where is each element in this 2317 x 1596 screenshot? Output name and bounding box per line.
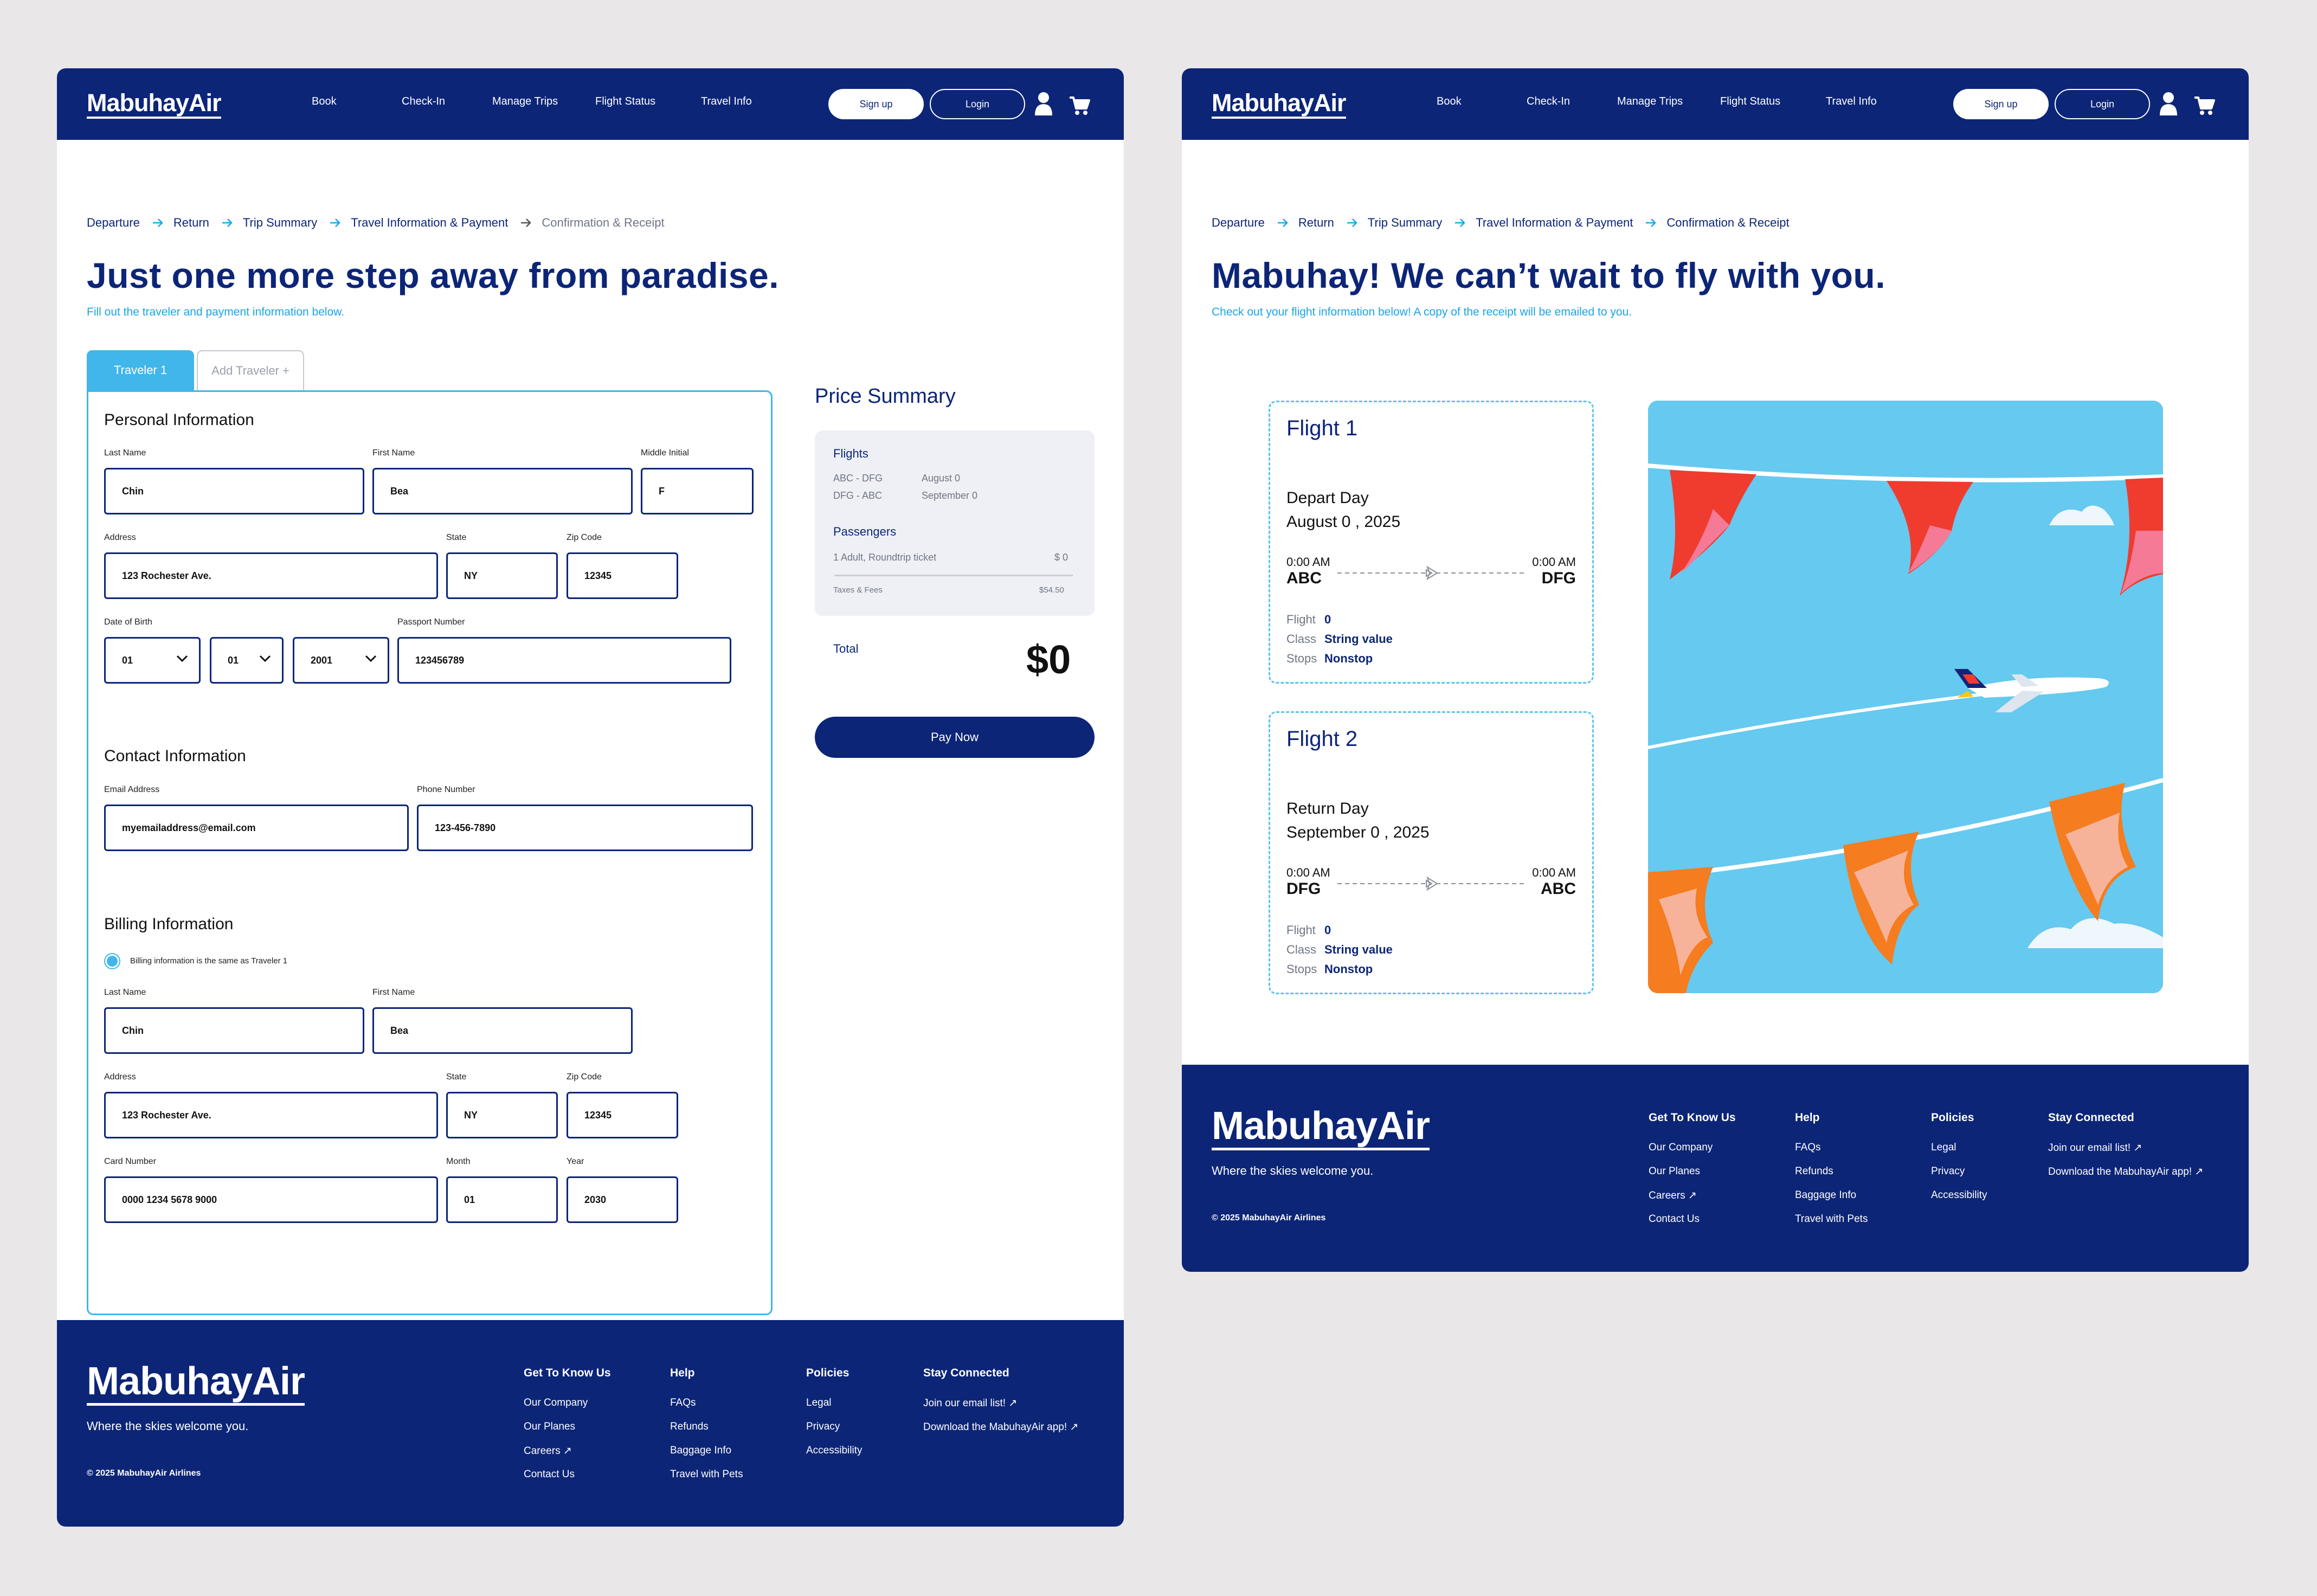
footer-copyright: © 2025 MabuhayAir Airlines	[87, 1469, 201, 1478]
billing-first-name-label: First Name	[372, 988, 415, 997]
footer-col-heading: Get To Know Us	[1649, 1111, 1736, 1124]
plane-icon	[1337, 565, 1526, 581]
footer-link-privacy[interactable]: Privacy	[806, 1421, 840, 1432]
summary-divider	[834, 575, 1073, 576]
class-value: String value	[1324, 632, 1393, 646]
footer-link-pets[interactable]: Travel with Pets	[1795, 1213, 1868, 1225]
bunting-plane-illustration	[1648, 401, 2163, 993]
footer-link-careers[interactable]: Careers ↗	[1649, 1190, 1697, 1201]
state-label: State	[446, 533, 467, 542]
flight-key: Flight	[1286, 923, 1316, 937]
class-key: Class	[1286, 943, 1317, 956]
flight-date: September 0 , 2025	[1286, 823, 1430, 841]
footer-link-legal[interactable]: Legal	[806, 1397, 832, 1408]
route-2: DFG - ABC	[833, 490, 883, 501]
page-title: Mabuhay! We can’t wait to fly with you.	[1212, 255, 1886, 295]
breadcrumb-travel-info-payment[interactable]: Travel Information & Payment	[351, 216, 509, 229]
dob-month-select[interactable]: 01	[104, 637, 201, 684]
arrow-right-icon	[329, 217, 341, 229]
cart-icon[interactable]	[2193, 95, 2215, 116]
dep-time: 0:00 AM	[1286, 555, 1330, 569]
footer-logo[interactable]: MabuhayAir	[1212, 1104, 1430, 1148]
arrow-right-icon	[221, 217, 233, 229]
footer-copyright: © 2025 MabuhayAir Airlines	[1212, 1213, 1326, 1222]
footer	[1182, 1065, 2249, 1272]
nav-book-link[interactable]: Book	[312, 95, 337, 107]
footer-link-email-list[interactable]: Join our email list! ↗	[923, 1398, 1018, 1409]
nav-manage-trips-link[interactable]: Manage Trips	[492, 95, 558, 107]
zip-input[interactable]: 12345	[567, 552, 678, 599]
footer-link-privacy[interactable]: Privacy	[1931, 1166, 1965, 1177]
footer-col-heading: Policies	[806, 1367, 849, 1379]
card-number-label: Card Number	[104, 1157, 157, 1166]
price-summary-title: Price Summary	[815, 385, 956, 408]
card-month-label: Month	[446, 1157, 471, 1166]
footer-link-refunds[interactable]: Refunds	[1795, 1166, 1833, 1177]
last-name-input[interactable]: Chin	[104, 468, 364, 514]
nav-flight-status-link[interactable]: Flight Status	[1720, 95, 1781, 107]
ticket-line: 1 Adult, Roundtrip ticket	[833, 552, 937, 563]
footer-link-pets[interactable]: Travel with Pets	[670, 1469, 743, 1480]
billing-last-name-label: Last Name	[104, 988, 146, 997]
top-navbar	[57, 68, 1124, 140]
card-year-input[interactable]: 2030	[567, 1176, 678, 1223]
logo[interactable]: MabuhayAir	[1212, 89, 1346, 117]
footer-col-heading: Help	[670, 1367, 695, 1379]
footer-col-heading: Help	[1795, 1111, 1820, 1124]
billing-first-name-input[interactable]: Bea	[372, 1007, 633, 1054]
dep-time: 0:00 AM	[1286, 866, 1330, 879]
breadcrumb-confirmation: Confirmation & Receipt	[542, 216, 665, 229]
footer-link-faqs[interactable]: FAQs	[1795, 1142, 1821, 1153]
breadcrumb-return[interactable]: Return	[173, 216, 209, 229]
class-key: Class	[1286, 632, 1317, 646]
user-icon[interactable]	[2159, 91, 2178, 116]
arrow-right-icon	[1277, 217, 1289, 229]
add-traveler-tab[interactable]: Add Traveler +	[197, 350, 304, 390]
address-label: Address	[104, 533, 136, 542]
cart-icon[interactable]	[1069, 95, 1090, 116]
footer-link-accessibility[interactable]: Accessibility	[806, 1445, 863, 1456]
taxes-label: Taxes & Fees	[833, 585, 883, 595]
footer-link-contact[interactable]: Contact Us	[524, 1469, 575, 1480]
billing-state-label: State	[446, 1072, 467, 1082]
total-amount: $0	[1026, 637, 1071, 682]
nav-checkin-link[interactable]: Check-In	[402, 95, 446, 107]
dob-label: Date of Birth	[104, 617, 152, 627]
first-name-input[interactable]: Bea	[372, 468, 633, 514]
page-subtitle: Fill out the traveler and payment information below.	[87, 306, 345, 318]
footer-link-legal[interactable]: Legal	[1931, 1142, 1956, 1153]
nav-travel-info-link[interactable]: Travel Info	[701, 95, 752, 107]
billing-state-input[interactable]: NY	[446, 1092, 558, 1138]
dep-code: DFG	[1286, 880, 1321, 898]
confirmation-page	[1182, 68, 2249, 1272]
nav-checkin-link[interactable]: Check-In	[1527, 95, 1571, 107]
footer-tagline: Where the skies welcome you.	[87, 1419, 249, 1433]
logo[interactable]: MabuhayAir	[87, 89, 221, 117]
tab-traveler-1[interactable]: Traveler 1	[87, 350, 194, 390]
email-input[interactable]: myemailaddress@email.com	[104, 805, 409, 851]
flight-number: 0	[1324, 613, 1331, 626]
billing-zip-label: Zip Code	[567, 1072, 602, 1082]
arrow-right-icon	[1645, 217, 1657, 229]
plane-icon	[1337, 876, 1526, 892]
footer-link-accessibility[interactable]: Accessibility	[1931, 1189, 1987, 1201]
breadcrumb-return[interactable]: Return	[1298, 216, 1334, 229]
payment-page	[57, 68, 1124, 1527]
arr-code: ABC	[1541, 880, 1576, 898]
email-label: Email Address	[104, 785, 160, 794]
chevron-down-icon	[176, 655, 188, 662]
page-title: Just one more step away from paradise.	[87, 255, 780, 295]
flight-key: Flight	[1286, 613, 1316, 626]
flight-date: August 0 , 2025	[1286, 513, 1401, 531]
footer-link-baggage[interactable]: Baggage Info	[1795, 1189, 1857, 1201]
dob-day-select[interactable]: 01	[210, 637, 284, 684]
passport-input[interactable]: 123456789	[397, 637, 731, 684]
page-subtitle: Check out your flight information below! A copy of the receipt will be emailed to you.	[1212, 306, 1632, 318]
stops-key: Stops	[1286, 962, 1317, 976]
nav-travel-info-link[interactable]: Travel Info	[1826, 95, 1877, 107]
flight-card-title: Flight 1	[1286, 416, 1358, 440]
stops-value: Nonstop	[1324, 652, 1373, 665]
card-number-input[interactable]: 0000 1234 5678 9000	[104, 1176, 438, 1223]
taxes-price: $54.50	[1039, 585, 1064, 595]
breadcrumb	[87, 216, 665, 230]
footer-link-baggage[interactable]: Baggage Info	[670, 1445, 732, 1456]
breadcrumb-departure[interactable]: Departure	[87, 216, 140, 229]
route-2-date: September 0	[922, 490, 978, 501]
phone-input[interactable]: 123-456-7890	[417, 805, 753, 851]
phone-label: Phone Number	[417, 785, 475, 794]
state-input[interactable]: NY	[446, 552, 558, 599]
route-1-date: August 0	[922, 473, 961, 484]
arrow-right-icon	[1454, 217, 1466, 229]
footer-tagline: Where the skies welcome you.	[1212, 1164, 1374, 1177]
class-value: String value	[1324, 943, 1393, 956]
footer-col-heading: Stay Connected	[2048, 1111, 2134, 1124]
personal-info-heading: Personal Information	[104, 411, 254, 429]
footer-link-faqs[interactable]: FAQs	[670, 1397, 696, 1408]
card-month-input[interactable]: 01	[446, 1176, 558, 1223]
arrow-right-icon	[520, 217, 532, 229]
ticket-price: $ 0	[1054, 552, 1069, 563]
footer-link-email-list[interactable]: Join our email list! ↗	[2048, 1142, 2142, 1154]
user-icon[interactable]	[1034, 91, 1053, 116]
flight-card	[1269, 401, 1594, 684]
nav-flight-status-link[interactable]: Flight Status	[595, 95, 656, 107]
chevron-down-icon	[259, 655, 271, 662]
footer-link-download-app[interactable]: Download the MabuhayAir app! ↗	[923, 1421, 1079, 1433]
flight-card-title: Flight 2	[1286, 727, 1358, 751]
arr-code: DFG	[1541, 569, 1576, 587]
signup-button[interactable]: Sign up	[828, 89, 924, 119]
billing-same-radio[interactable]	[104, 953, 120, 969]
passport-label: Passport Number	[397, 617, 465, 627]
billing-address-input[interactable]: 123 Rochester Ave.	[104, 1092, 438, 1138]
stops-key: Stops	[1286, 652, 1317, 665]
pay-now-button[interactable]: Pay Now	[815, 717, 1095, 758]
celebration-illustration	[1648, 401, 2163, 993]
dep-code: ABC	[1286, 569, 1322, 587]
billing-zip-input[interactable]: 12345	[567, 1092, 678, 1138]
middle-initial-label: Middle Initial	[641, 448, 689, 458]
route-1: ABC - DFG	[833, 473, 883, 484]
flight-card	[1269, 711, 1594, 994]
passengers-heading: Passengers	[833, 525, 897, 538]
flight-number: 0	[1324, 923, 1331, 937]
footer-col-heading: Policies	[1931, 1111, 1974, 1124]
footer-link-our-company[interactable]: Our Company	[1649, 1142, 1713, 1153]
arr-time: 0:00 AM	[1532, 866, 1576, 879]
billing-info-heading: Billing Information	[104, 915, 234, 933]
arrow-right-icon	[152, 217, 164, 229]
top-navbar	[1182, 68, 2249, 140]
signup-button[interactable]: Sign up	[1953, 89, 2049, 119]
card-year-label: Year	[567, 1157, 584, 1166]
address-input[interactable]: 123 Rochester Ave.	[104, 552, 438, 599]
stops-value: Nonstop	[1324, 962, 1373, 976]
total-label: Total	[833, 642, 859, 655]
flights-heading: Flights	[833, 447, 868, 460]
zip-label: Zip Code	[567, 533, 602, 542]
breadcrumb-trip-summary[interactable]: Trip Summary	[1367, 216, 1443, 229]
first-name-label: First Name	[372, 448, 415, 458]
billing-last-name-input[interactable]: Chin	[104, 1007, 364, 1054]
contact-info-heading: Contact Information	[104, 747, 246, 765]
footer-link-our-planes[interactable]: Our Planes	[1649, 1166, 1701, 1177]
dob-year-select[interactable]: 2001	[293, 637, 389, 684]
last-name-label: Last Name	[104, 448, 146, 458]
billing-same-label: Billing information is the same as Traveler 1	[130, 956, 288, 966]
depart-day-label: Depart Day	[1286, 489, 1369, 507]
breadcrumb-departure[interactable]: Departure	[1212, 216, 1265, 229]
nav-book-link[interactable]: Book	[1437, 95, 1462, 107]
footer-link-contact[interactable]: Contact Us	[1649, 1213, 1700, 1225]
footer-col-heading: Stay Connected	[923, 1367, 1009, 1379]
footer-link-our-planes[interactable]: Our Planes	[524, 1421, 576, 1432]
footer-link-refunds[interactable]: Refunds	[670, 1421, 709, 1432]
footer-link-download-app[interactable]: Download the MabuhayAir app! ↗	[2048, 1166, 2204, 1177]
arr-time: 0:00 AM	[1532, 555, 1576, 569]
billing-address-label: Address	[104, 1072, 136, 1082]
arrow-right-icon	[1346, 217, 1358, 229]
middle-initial-input[interactable]: F	[641, 468, 754, 514]
return-day-label: Return Day	[1286, 800, 1369, 818]
footer	[57, 1320, 1124, 1527]
chevron-down-icon	[365, 655, 377, 662]
login-button[interactable]: Login	[2055, 89, 2150, 119]
breadcrumb	[1212, 216, 1790, 230]
breadcrumb-trip-summary[interactable]: Trip Summary	[242, 216, 318, 229]
footer-logo[interactable]: MabuhayAir	[87, 1359, 305, 1404]
footer-link-our-company[interactable]: Our Company	[524, 1397, 588, 1408]
footer-col-heading: Get To Know Us	[524, 1367, 611, 1379]
breadcrumb-travel-info-payment[interactable]: Travel Information & Payment	[1476, 216, 1633, 229]
footer-link-careers[interactable]: Careers ↗	[524, 1445, 572, 1457]
breadcrumb-confirmation[interactable]: Confirmation & Receipt	[1666, 216, 1790, 229]
nav-manage-trips-link[interactable]: Manage Trips	[1617, 95, 1683, 107]
login-button[interactable]: Login	[930, 89, 1025, 119]
